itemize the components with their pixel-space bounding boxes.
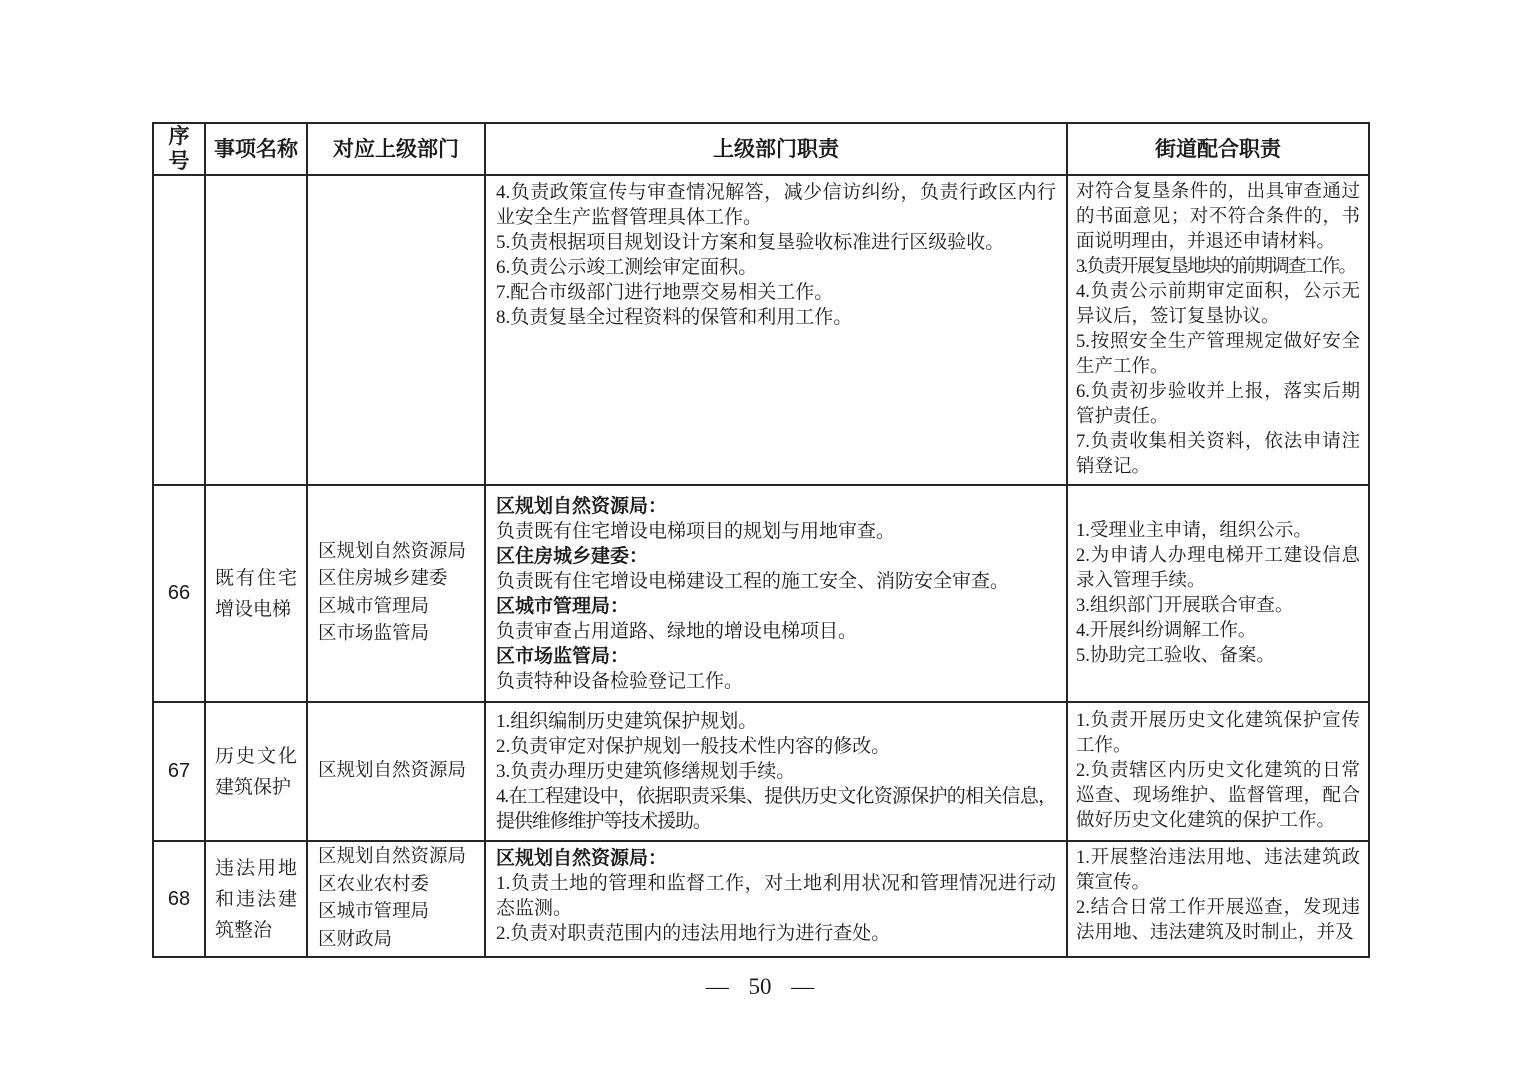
duty-paragraph: 5.按照安全生产管理规定做好安全生产工作。 bbox=[1076, 332, 1360, 377]
department-line: 区财政局 bbox=[318, 929, 393, 950]
duty-paragraph: 区住房城乡建委： bbox=[496, 545, 649, 567]
table-row-66 bbox=[153, 485, 1369, 702]
item-name-cell: 既有住宅增设电梯 bbox=[205, 485, 307, 702]
street-duties-cell bbox=[1067, 175, 1369, 485]
duty-paragraph: 2.负责辖区内历史文化建筑的日常巡查、现场维护、监督管理，配合做好历史文化建筑的保护工作。 bbox=[1076, 761, 1360, 831]
duty-paragraph: 2.结合日常工作开展巡查，发现违法用地、违法建筑及时制止，并及 bbox=[1076, 898, 1360, 943]
department-line: 区住房城乡建委 bbox=[318, 569, 448, 589]
duty-paragraph: 1.负责开展历史文化建筑保护宣传工作。 bbox=[1076, 711, 1360, 756]
superior-duties-cell bbox=[485, 702, 1067, 841]
serial-cell bbox=[153, 175, 205, 485]
item-name-cell: 历史文化建筑保护 bbox=[205, 702, 307, 841]
superior-duties-cell bbox=[485, 175, 1067, 485]
duty-paragraph: 1.开展整治违法用地、违法建筑政策宣传。 bbox=[1076, 848, 1360, 893]
serial-cell: 67 bbox=[153, 702, 205, 841]
page-number bbox=[0, 972, 1520, 1002]
duty-paragraph: 4.在工程建设中，依据职责采集、提供历史文化资源保护的相关信息，提供维修维护等技术援助。 bbox=[496, 786, 1056, 832]
header-cell-serial: 序号 bbox=[153, 123, 205, 175]
department-line: 区城市管理局 bbox=[318, 902, 430, 922]
department-line: 区市场监管局 bbox=[318, 624, 430, 644]
street-duties-cell bbox=[1067, 702, 1369, 841]
superior-duties-cell bbox=[485, 485, 1067, 702]
header-cell-superior-duties: 上级部门职责 bbox=[485, 123, 1067, 175]
duty-paragraph: 负责审查占用道路、绿地的增设电梯项目。 bbox=[496, 620, 858, 642]
superior-duties-cell bbox=[485, 841, 1067, 957]
serial-cell: 68 bbox=[153, 841, 205, 957]
duty-paragraph: 负责既有住宅增设电梯项目的规划与用地审查。 bbox=[496, 520, 896, 542]
header-cell-street-duties: 街道配合职责 bbox=[1067, 123, 1369, 175]
duty-paragraph: 区市场监管局： bbox=[496, 645, 630, 667]
duty-paragraph: 7.配合市级部门进行地票交易相关工作。 bbox=[496, 282, 834, 303]
department-line: 区农业农村委 bbox=[318, 874, 430, 895]
header-cell-superior-department: 对应上级部门 bbox=[307, 123, 485, 175]
department-line: 区城市管理局 bbox=[318, 596, 430, 617]
duty-table bbox=[152, 122, 1370, 958]
serial-cell: 66 bbox=[153, 485, 205, 702]
duty-paragraph: 区规划自然资源局： bbox=[496, 495, 668, 517]
table-header-row bbox=[153, 123, 1369, 175]
duty-paragraph: 4.负责公示前期审定面积，公示无异议后，签订复垦协议。 bbox=[1076, 282, 1360, 327]
duty-paragraph: 3.负责办理历史建筑修缮规划手续。 bbox=[496, 761, 796, 782]
duty-paragraph: 负责既有住宅增设电梯建设工程的施工安全、消防安全审查。 bbox=[496, 570, 1010, 592]
duty-paragraph: 2.负责对职责范围内的违法用地行为进行查处。 bbox=[496, 923, 891, 944]
street-duties-cell bbox=[1067, 485, 1369, 702]
duty-paragraph: 区规划自然资源局： bbox=[496, 848, 668, 869]
duty-paragraph: 6.负责初步验收并上报，落实后期管护责任。 bbox=[1076, 382, 1360, 427]
table-row-68 bbox=[153, 841, 1369, 957]
duty-paragraph: 3.组织部门开展联合审查。 bbox=[1076, 595, 1294, 616]
header-cell-item-name: 事项名称 bbox=[205, 123, 307, 175]
duty-paragraph: 1.受理业主申请，组织公示。 bbox=[1076, 520, 1312, 541]
table-row-67 bbox=[153, 702, 1369, 841]
departments-cell bbox=[307, 175, 485, 485]
item-name-cell bbox=[205, 175, 307, 485]
duty-paragraph: 对符合复垦条件的，出具审查通过的书面意见；对不符合条件的，书面说明理由，并退还申请材料。 bbox=[1076, 182, 1360, 252]
duty-paragraph: 4.开展纠纷调解工作。 bbox=[1076, 620, 1257, 641]
item-name-cell: 违法用地和违法建筑整治 bbox=[205, 841, 307, 957]
table-row-continuation bbox=[153, 175, 1369, 485]
duty-paragraph: 8.负责复垦全过程资料的保管和利用工作。 bbox=[496, 307, 853, 328]
duty-paragraph: 2.为申请人办理电梯开工建设信息录入管理手续。 bbox=[1076, 545, 1360, 591]
duty-paragraph: 区城市管理局： bbox=[496, 595, 630, 617]
page-number-text: — 50 — bbox=[705, 974, 815, 999]
duty-paragraph: 5.协助完工验收、备案。 bbox=[1076, 645, 1275, 666]
departments-cell bbox=[307, 702, 485, 841]
duty-paragraph: 1.组织编制历史建筑保护规划。 bbox=[496, 711, 758, 732]
department-line: 区规划自然资源局 bbox=[318, 760, 467, 781]
duty-paragraph: 1.负责土地的管理和监督工作，对土地利用状况和管理情况进行动态监测。 bbox=[496, 873, 1056, 919]
departments-cell bbox=[307, 485, 485, 702]
duty-paragraph: 2.负责审定对保护规划一般技术性内容的修改。 bbox=[496, 736, 891, 757]
duty-paragraph: 6.负责公示竣工测绘审定面积。 bbox=[496, 257, 758, 278]
duty-paragraph: 7.负责收集相关资料，依法申请注销登记。 bbox=[1076, 432, 1360, 477]
duty-paragraph: 3.负责开展复垦地块的前期调查工作。 bbox=[1076, 257, 1356, 277]
duty-paragraph: 负责特种设备检验登记工作。 bbox=[496, 670, 744, 692]
departments-cell bbox=[307, 841, 485, 957]
department-line: 区规划自然资源局 bbox=[318, 541, 467, 562]
department-line: 区规划自然资源局 bbox=[318, 847, 467, 867]
street-duties-cell bbox=[1067, 841, 1369, 957]
duty-paragraph: 4.负责政策宣传与审查情况解答，减少信访纠纷，负责行政区内行业安全生产监督管理具体工作。 bbox=[496, 182, 1056, 228]
duty-paragraph: 5.负责根据项目规划设计方案和复垦验收标准进行区级验收。 bbox=[496, 232, 1005, 253]
